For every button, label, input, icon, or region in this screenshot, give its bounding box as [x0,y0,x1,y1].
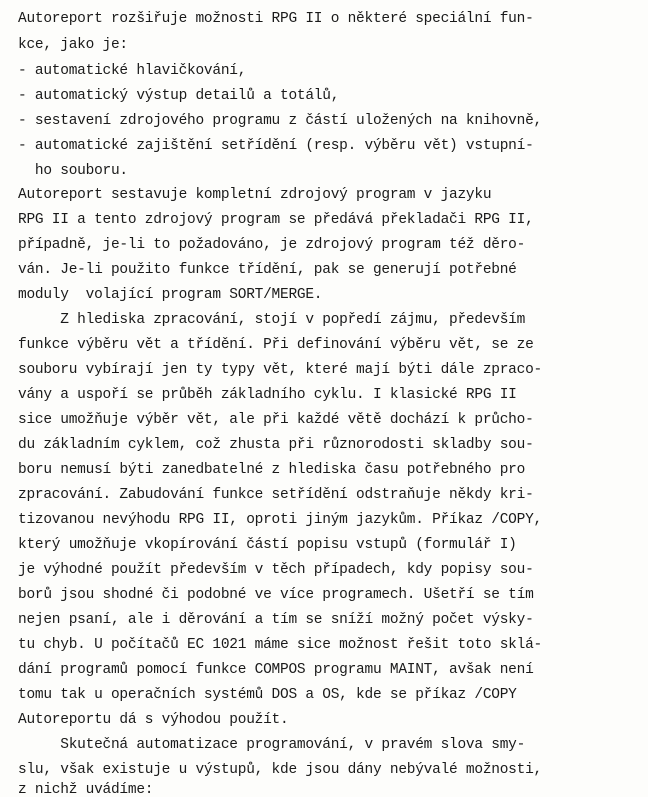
text-line: Autoreport sestavuje kompletní zdrojový program v jazyku [18,187,492,203]
list-item: - automatické hlavičkování, [18,63,247,79]
text-line: zpracování. Zabudování funkce setřídění odstraňuje někdy kri- [18,487,534,503]
text-line: Autoreportu dá s výhodou použít. [18,712,289,728]
text-line: slu, však existuje u výstupů, kde jsou dány nebývalé možnosti, [18,762,542,778]
text-line: Autoreport rozšiřuje možnosti RPG II o některé speciální fun- [18,11,534,27]
text-line: boru nemusí býti zanedbatelné z hlediska času potřebného pro [18,462,526,478]
list-item-continuation: ho souboru. [18,163,128,179]
text-line: sice umožňuje výběr vět, ale při každé větě dochází k průcho- [18,412,534,428]
text-line: z nichž uvádíme: [18,782,154,798]
text-line: nejen psaní, ale i děrování a tím se sníží možný počet výsky- [18,612,534,628]
text-line: du základním cyklem, což zhusta při různorodosti skladby sou- [18,437,534,453]
text-line: vány a uspoří se průběh základního cyklu. I klasické RPG II [18,387,517,403]
list-item: - automatický výstup detailů a totálů, [18,88,340,104]
text-line: funkce výběru vět a třídění. Při definování výběru vět, se ze [18,337,534,353]
text-line: dání programů pomocí funkce COMPOS programu MAINT, avšak není [18,662,534,678]
text-line: ván. Je-li použito funkce třídění, pak se generují potřebné [18,262,517,278]
text-line: tizovanou nevýhodu RPG II, oproti jiným jazykům. Příkaz /COPY, [18,512,542,528]
text-line: borů jsou shodné či podobné ve více programech. Ušetří se tím [18,587,534,603]
text-line: souboru vybírají jen ty typy vět, které mají býti dále zpraco- [18,362,542,378]
text-line: tu chyb. U počítačů EC 1021 máme sice možnost řešit toto sklá- [18,637,542,653]
text-line: je výhodné použít především v těch případech, kdy popisy sou- [18,562,534,578]
paragraph-start: Skutečná automatizace programování, v pravém slova smy- [18,737,526,753]
text-line: moduly volající program SORT/MERGE. [18,287,323,303]
paragraph-start: Z hlediska zpracování, stojí v popředí zájmu, především [18,312,526,328]
text-line: případně, je-li to požadováno, je zdrojový program též děro- [18,237,526,253]
text-line: který umožňuje vkopírování částí popisu vstupů (formulář I) [18,537,517,553]
text-line: tomu tak u operačních systémů DOS a OS, kde se příkaz /COPY [18,687,517,703]
text-line: RPG II a tento zdrojový program se předává překladači RPG II, [18,212,534,228]
list-item: - automatické zajištění setřídění (resp. výběru vět) vstupní- [18,138,534,154]
text-line: kce, jako je: [18,37,128,53]
list-item: - sestavení zdrojového programu z částí uložených na knihovně, [18,113,542,129]
